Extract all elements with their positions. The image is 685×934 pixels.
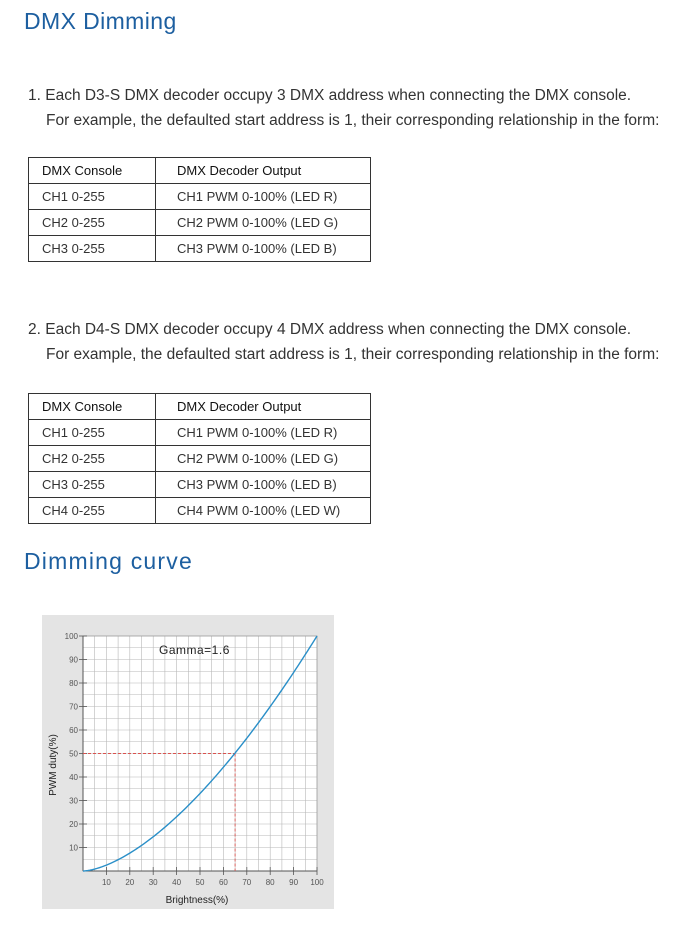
x-tick-label: 60	[218, 878, 228, 887]
section2-line2: For example, the defaulted start address is 1, their corresponding relationship in the form:	[46, 346, 660, 363]
y-tick-label: 40	[69, 773, 78, 782]
page-title: DMX Dimming	[24, 8, 177, 34]
table-row	[29, 446, 371, 472]
x-tick-label: 20	[125, 878, 135, 887]
table-header-row	[29, 158, 371, 184]
table-cell: CH4 0-255	[29, 498, 156, 524]
table-cell: CH4 PWM 0-100% (LED W)	[156, 498, 371, 524]
gamma-annotation: Gamma=1.6	[159, 643, 230, 657]
section2-line1: 2. Each D4-S DMX decoder occupy 4 DMX address when connecting the DMX console.	[28, 321, 632, 338]
x-tick-label: 80	[265, 878, 275, 887]
x-tick-label: 70	[242, 878, 252, 887]
x-axis-label: Brightness(%)	[165, 895, 229, 906]
dimming-curve-heading: Dimming curve	[24, 548, 193, 574]
table-row	[29, 210, 371, 236]
y-tick-label: 10	[69, 843, 78, 853]
y-tick-label: 70	[69, 702, 78, 712]
table-header-row	[29, 394, 371, 420]
table-row	[29, 498, 371, 524]
x-tick-label: 100	[310, 878, 324, 887]
table-cell: CH3 PWM 0-100% (LED B)	[156, 472, 371, 498]
chart-svg	[42, 615, 334, 909]
table-cell: CH3 0-255	[29, 472, 156, 498]
table-cell: CH1 0-255	[29, 184, 156, 210]
table-cell: CH2 PWM 0-100% (LED G)	[156, 446, 371, 472]
y-tick-label: 100	[64, 632, 78, 641]
header-dmx-console: DMX Console	[29, 394, 156, 420]
table-cell: CH1 0-255	[29, 420, 156, 446]
header-decoder-output: DMX Decoder Output	[156, 158, 371, 184]
section1-line1: 1. Each D3-S DMX decoder occupy 3 DMX address when connecting the DMX console.	[28, 87, 632, 104]
d3s-mapping-table	[28, 157, 371, 262]
section1-line2: For example, the defaulted start address is 1, their corresponding relationship in the form:	[46, 112, 660, 129]
x-tick-label: 10	[101, 878, 111, 887]
x-tick-label: 40	[172, 878, 182, 887]
y-axis-label: PWM duty(%)	[48, 734, 59, 796]
y-tick-label: 50	[69, 749, 78, 759]
table-cell: CH1 PWM 0-100% (LED R)	[156, 184, 371, 210]
y-tick-label: 60	[69, 726, 78, 735]
table-cell: CH3 PWM 0-100% (LED B)	[156, 236, 371, 262]
x-tick-label: 90	[289, 878, 299, 887]
table-row	[29, 420, 371, 446]
y-tick-label: 20	[69, 820, 78, 829]
header-decoder-output: DMX Decoder Output	[156, 394, 371, 420]
table-row	[29, 472, 371, 498]
section1-text	[28, 83, 659, 133]
y-tick-label: 80	[69, 679, 78, 688]
table-cell: CH2 0-255	[29, 210, 156, 236]
section2-text	[28, 317, 659, 367]
d4s-mapping-table	[28, 393, 371, 524]
dimming-curve-chart	[42, 615, 334, 909]
x-tick-label: 30	[148, 878, 158, 887]
header-dmx-console: DMX Console	[29, 158, 156, 184]
table-row	[29, 236, 371, 262]
table-cell: CH1 PWM 0-100% (LED R)	[156, 420, 371, 446]
y-tick-label: 30	[69, 796, 78, 806]
table-cell: CH3 0-255	[29, 236, 156, 262]
y-tick-label: 90	[69, 655, 78, 665]
table-row	[29, 184, 371, 210]
table-cell: CH2 PWM 0-100% (LED G)	[156, 210, 371, 236]
table-cell: CH2 0-255	[29, 446, 156, 472]
x-tick-label: 50	[195, 878, 205, 887]
